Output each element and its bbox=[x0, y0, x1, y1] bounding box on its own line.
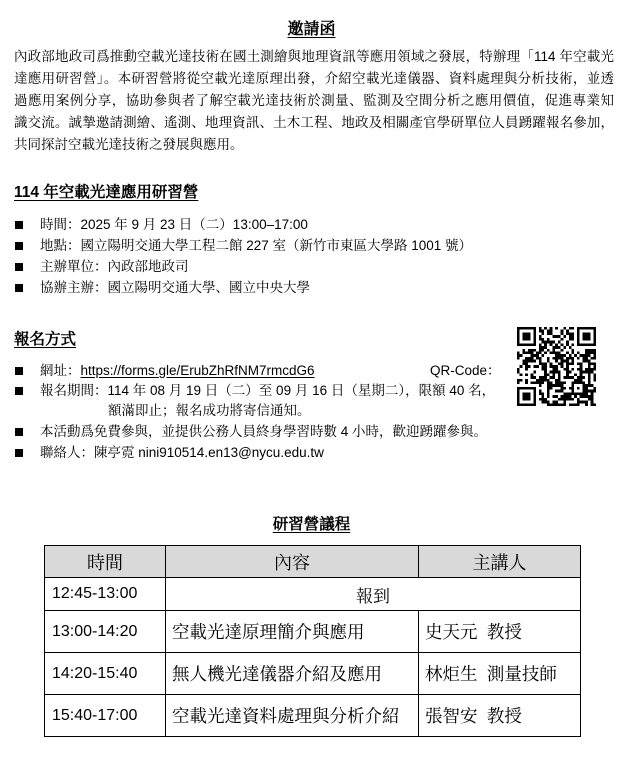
agenda-header-time: 時間 bbox=[45, 546, 166, 578]
registration-contact-item bbox=[14, 442, 324, 463]
agenda-row bbox=[45, 695, 581, 737]
bullet-icon bbox=[15, 449, 23, 457]
bullet-icon bbox=[15, 284, 23, 292]
agenda-table bbox=[44, 545, 581, 737]
registration-link[interactable]: https://forms.gle/ErubZhRfNM7rmcdG6 bbox=[80, 363, 315, 378]
registration-period-item bbox=[14, 380, 495, 401]
bullet-icon bbox=[15, 242, 23, 250]
invitation-title bbox=[0, 19, 623, 41]
intro-line: 內政部地政司爲推動空載光達技術在國土測繪與地理資訊等應用領域之發展，特辦理「114 年空載光 bbox=[14, 49, 614, 64]
event-detail-co-organizer bbox=[14, 277, 310, 298]
intro-paragraph bbox=[14, 46, 614, 156]
agenda-row bbox=[45, 653, 581, 695]
registration-contact-text: 聯絡人：陳亭霓 nini910514.en13@nycu.edu.tw bbox=[40, 445, 324, 460]
agenda-header-content: 內容 bbox=[166, 546, 419, 578]
event-detail-text: 協辦主辦：國立陽明交通大學、國立中央大學 bbox=[40, 280, 310, 295]
qr-code-label: QR-Code： bbox=[430, 363, 501, 378]
registration-period-continuation: 額滿即止；報名成功將寄信通知。 bbox=[108, 403, 311, 418]
event-detail-text: 時間：2025 年 9 月 23 日（二）13:00–17:00 bbox=[40, 217, 308, 232]
registration-fee-text: 本活動爲免費參與，並提供公務人員終身學習時數 4 小時，歡迎踴躍參與。 bbox=[40, 424, 488, 439]
intro-line: 達應用研習營」。本研習營將從空載光達原理出發，介紹空載光達儀器、資料處理與分析技術，並透 bbox=[14, 71, 614, 86]
invitation-title-text: 邀請函 bbox=[287, 21, 336, 38]
event-detail-text: 地點：國立陽明交通大學工程二館 227 室（新竹市東區大學路 1001 號） bbox=[40, 238, 473, 253]
registration-heading: 報名方式 bbox=[14, 331, 77, 348]
agenda-row bbox=[45, 611, 581, 653]
intro-line: 識交流。誠摯邀請測繪、遙測、地理資訊、土木工程、地政及相關產官學研單位人員踴躍報名參加， bbox=[14, 115, 614, 130]
intro-line: 共同探討空載光達技術之發展與應用。 bbox=[14, 137, 244, 152]
agenda-content-cell: 空載光達資料處理與分析介紹 bbox=[166, 695, 419, 737]
url-label: 網址： bbox=[40, 363, 81, 378]
agenda-speaker-cell: 史天元 教授 bbox=[419, 611, 581, 653]
agenda-time-cell: 15:40-17:00 bbox=[45, 695, 166, 737]
agenda-row-checkin bbox=[45, 578, 581, 611]
agenda-time-cell: 14:20-15:40 bbox=[45, 653, 166, 695]
registration-url-item bbox=[14, 360, 315, 381]
agenda-checkin-cell: 報到 bbox=[166, 578, 581, 611]
agenda-content-cell: 無人機光達儀器介紹及應用 bbox=[166, 653, 419, 695]
agenda-heading bbox=[0, 515, 623, 535]
event-detail-organizer bbox=[14, 256, 189, 277]
event-heading: 114 年空載光達應用研習營 bbox=[14, 184, 199, 201]
bullet-icon bbox=[15, 221, 23, 229]
bullet-icon bbox=[15, 263, 23, 271]
registration-fee-item bbox=[14, 421, 487, 442]
agenda-header-speaker: 主講人 bbox=[419, 546, 581, 578]
event-detail-location bbox=[14, 235, 472, 256]
intro-line: 過應用案例分享，協助參與者了解空載光達技術於測量、監測及空間分析之應用價值，促進專業知 bbox=[14, 93, 614, 108]
agenda-content-cell: 空載光達原理簡介與應用 bbox=[166, 611, 419, 653]
agenda-time-cell: 12:45-13:00 bbox=[45, 578, 166, 611]
bullet-icon bbox=[15, 387, 23, 395]
event-detail-time bbox=[14, 214, 308, 235]
qr-code bbox=[517, 327, 596, 406]
agenda-speaker-cell: 林炬生 測量技師 bbox=[419, 653, 581, 695]
bullet-icon bbox=[15, 428, 23, 436]
agenda-header-row bbox=[45, 546, 581, 578]
agenda-heading-text: 研習營議程 bbox=[272, 516, 351, 533]
bullet-icon bbox=[15, 367, 23, 375]
agenda-speaker-cell: 張智安 教授 bbox=[419, 695, 581, 737]
agenda-time-cell: 13:00-14:20 bbox=[45, 611, 166, 653]
event-detail-text: 主辦單位：內政部地政司 bbox=[40, 259, 189, 274]
registration-period-text: 報名期間：114 年 08 月 19 日（二）至 09 月 16 日（星期二），限額 40 名， bbox=[40, 383, 496, 398]
